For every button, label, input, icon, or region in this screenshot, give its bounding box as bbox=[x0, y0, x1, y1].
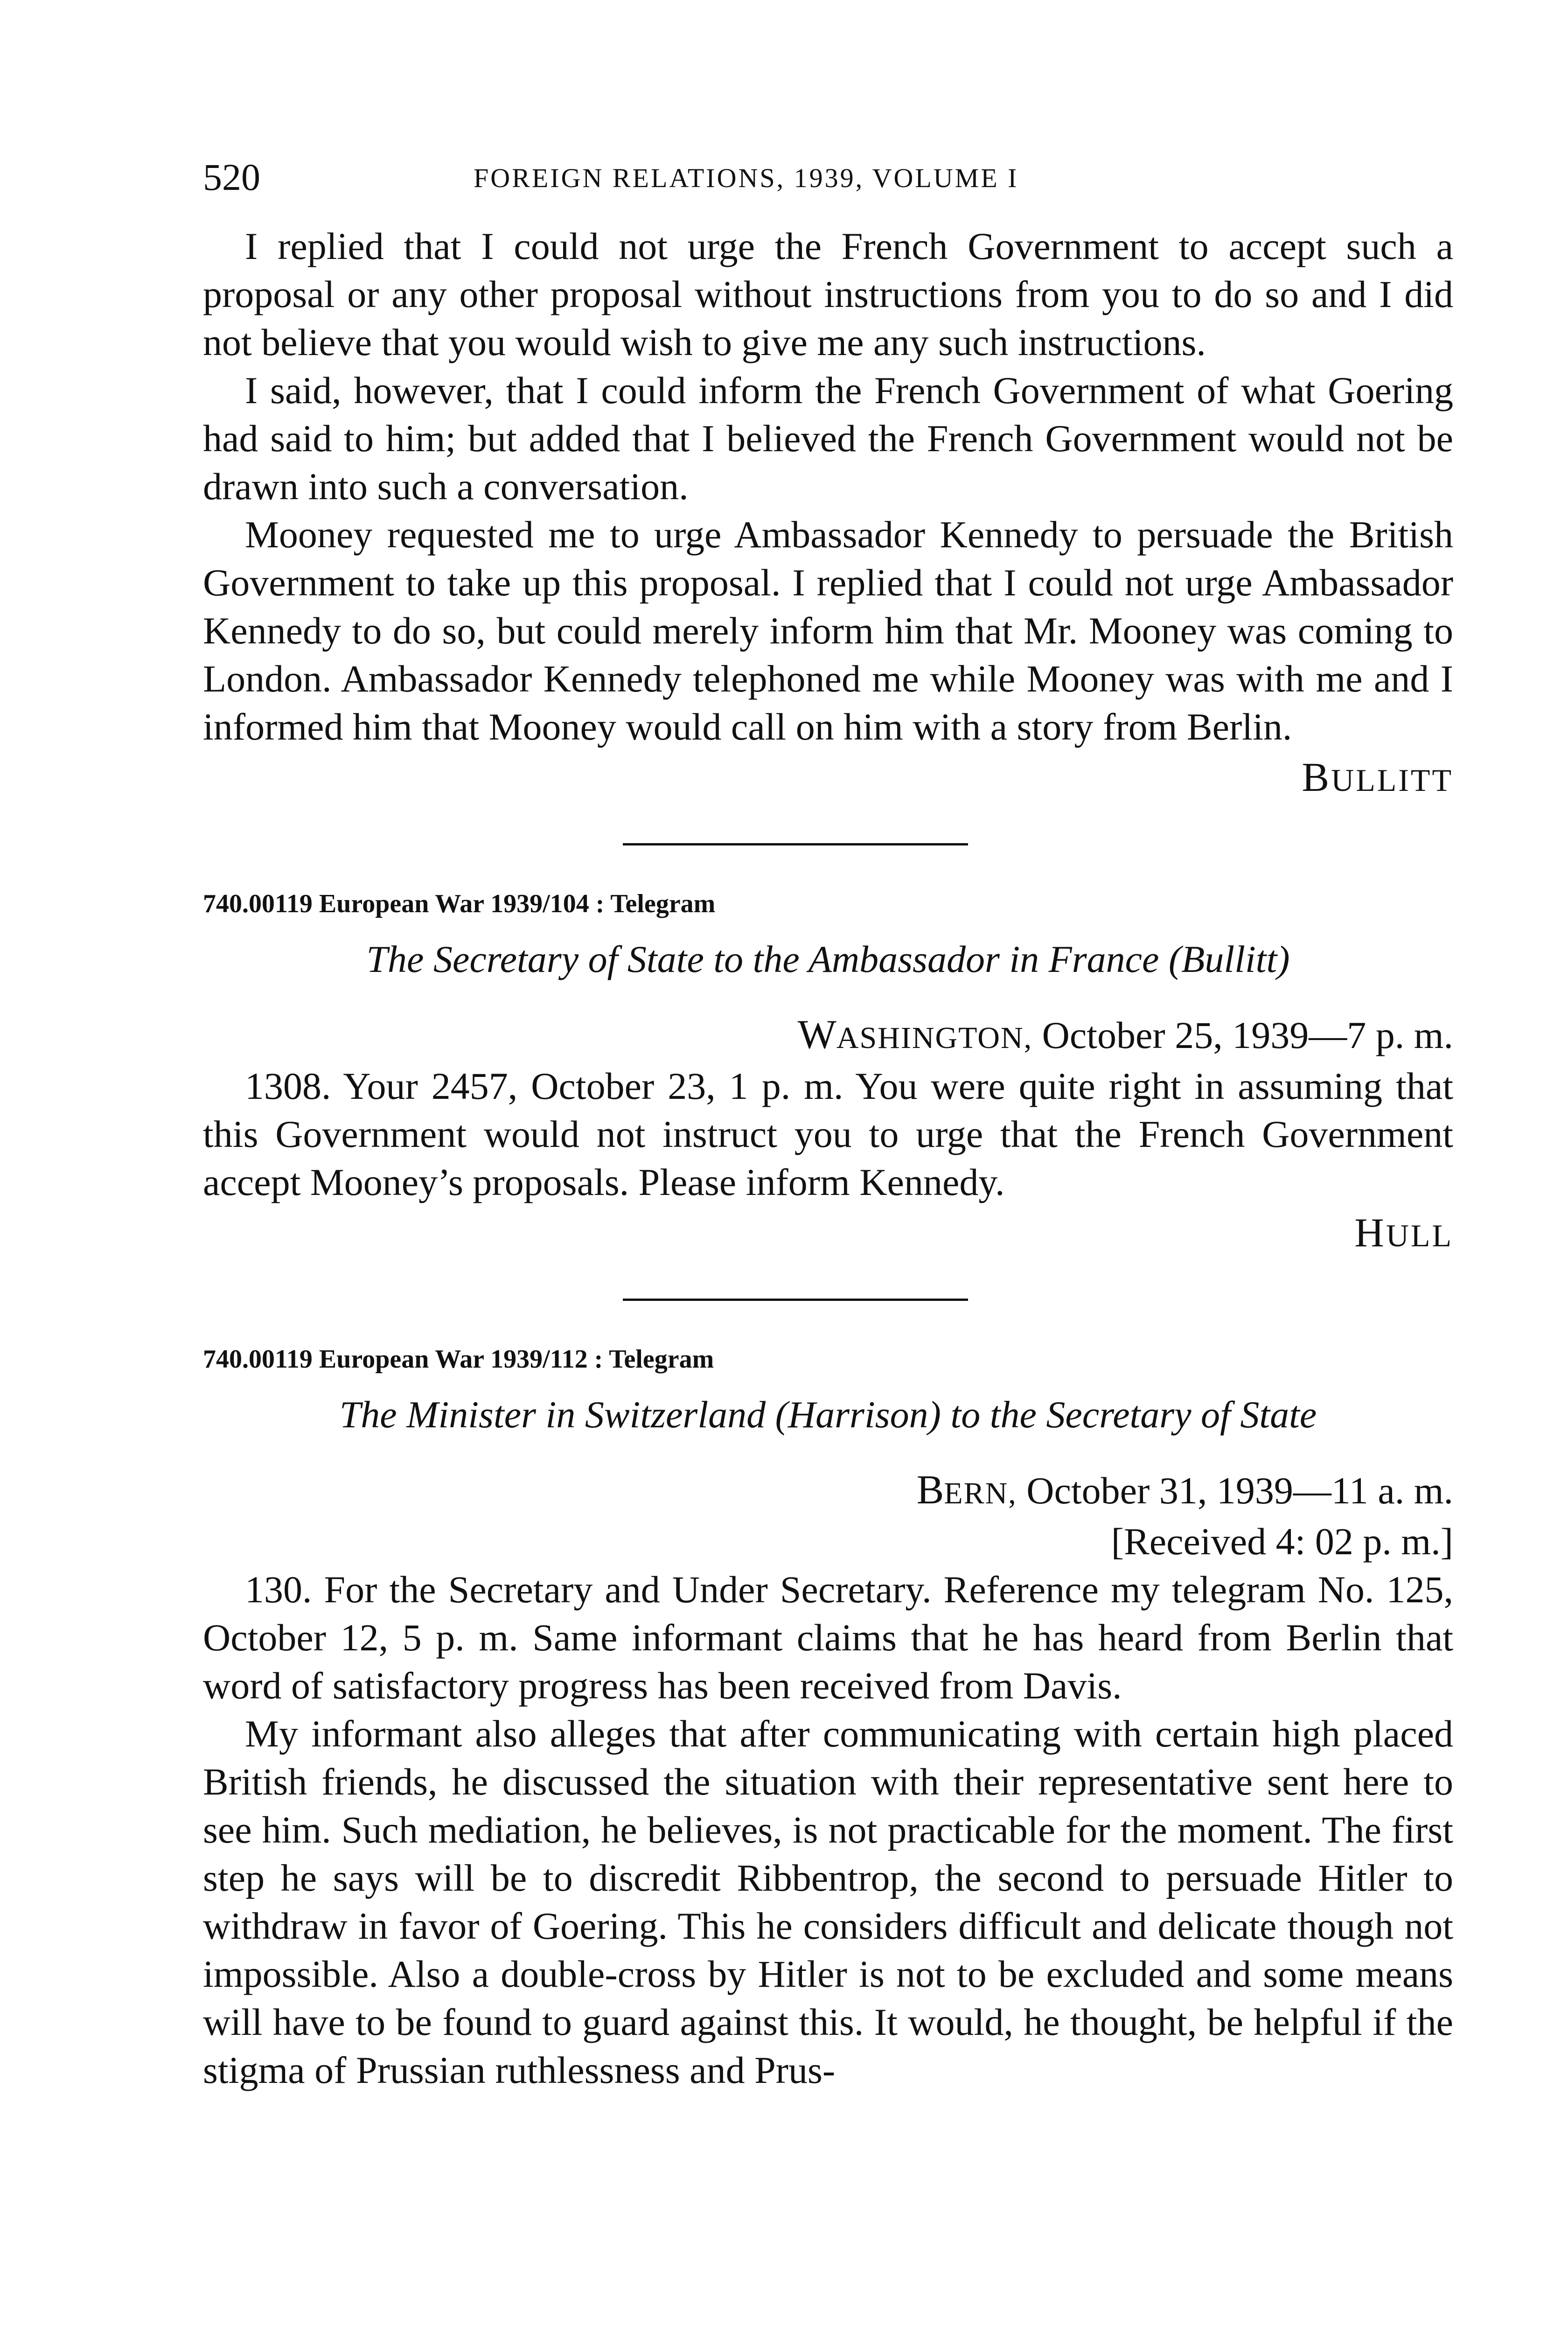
document-title: The Secretary of State to the Ambassador in France (Bullitt) bbox=[366, 938, 1290, 980]
dateline-date: October 25, 1939—7 p. m. bbox=[1032, 1014, 1453, 1056]
document-page bbox=[203, 154, 1453, 2094]
file-reference: 740.00119 European War 1939/112 : Telegram bbox=[203, 1345, 714, 1374]
body-paragraph: I said, however, that I could inform the French Government of what Goering had said to him; but added that I believed the French Government would not be drawn into such a conversation. bbox=[203, 369, 1453, 508]
section-harrison-telegram bbox=[203, 1343, 1453, 2094]
document-title: The Minister in Switzerland (Harrison) to the Secretary of State bbox=[339, 1393, 1317, 1436]
signature-rest: ULL bbox=[1386, 1218, 1453, 1253]
body-paragraph: 1308. Your 2457, October 23, 1 p. m. You were quite right in assuming that this Government would not instruct you to urge that the French Government accept Mooney’s proposals. Please inform Kennedy. bbox=[203, 1065, 1453, 1203]
running-header bbox=[203, 154, 1453, 205]
received-time: [Received 4: 02 p. m.] bbox=[1111, 1520, 1453, 1563]
dateline-date: October 31, 1939—11 a. m. bbox=[1017, 1469, 1453, 1512]
running-title: FOREIGN RELATIONS, 1939, VOLUME I bbox=[474, 163, 1019, 193]
dateline-place: ASHINGTON, bbox=[836, 1021, 1033, 1055]
dateline-place-initial: W bbox=[797, 1012, 836, 1057]
signature-hull bbox=[203, 1210, 1453, 1259]
dateline-place: ERN, bbox=[944, 1476, 1017, 1510]
body-paragraph: 130. For the Secretary and Under Secretary. Reference my telegram No. 125, October 12, 5 p. m. Same informant claims that he has heard from Berlin that word of satisfactory progress has been received from Davis. bbox=[203, 1568, 1453, 1707]
section-divider bbox=[623, 1299, 968, 1301]
section-hull-telegram bbox=[203, 887, 1453, 1259]
page-number: 520 bbox=[203, 156, 260, 198]
body-paragraph: Mooney requested me to urge Ambassador Kennedy to persuade the British Government to take up this proposal. I replied that I could not urge Ambassador Kennedy to do so, but could merely inform him that Mr. Mooney was coming to London. Ambassador Kennedy telephoned me while Mooney was with me and I informed him that Mooney would call on him with a story from Berlin. bbox=[203, 513, 1453, 748]
dateline bbox=[203, 1011, 1453, 1062]
file-reference: 740.00119 European War 1939/104 : Telegram bbox=[203, 889, 716, 918]
signature-initial: B bbox=[1302, 755, 1331, 800]
section-bullitt-continuation bbox=[203, 222, 1453, 803]
body-paragraph: My informant also alleges that after communicating with certain high placed British friends, he discussed the situation with their representative sent here to see him. Such mediation, he believes, is not practicable for the moment. The first step he says will be to discredit Ribbentrop, the second to persuade Hitler to withdraw in favor of Goering. This he considers difficult and delicate though not impossible. Also a double-cross by Hitler is not to be excluded and some means will have to be found to guard against this. It would, he thought, be helpful if the stigma of Prussian ruthlessness and Prus- bbox=[203, 1712, 1453, 2091]
section-divider bbox=[623, 843, 968, 845]
dateline bbox=[203, 1466, 1453, 1517]
signature-rest: ULLITT bbox=[1331, 762, 1453, 798]
signature-bullitt bbox=[203, 754, 1453, 803]
signature-initial: H bbox=[1354, 1210, 1386, 1256]
dateline-place-initial: B bbox=[916, 1467, 944, 1513]
body-paragraph: I replied that I could not urge the French Government to accept such a proposal or any other proposal without instructions from you to do so and I did not believe that you would wish to give me any such instructions. bbox=[203, 225, 1453, 363]
